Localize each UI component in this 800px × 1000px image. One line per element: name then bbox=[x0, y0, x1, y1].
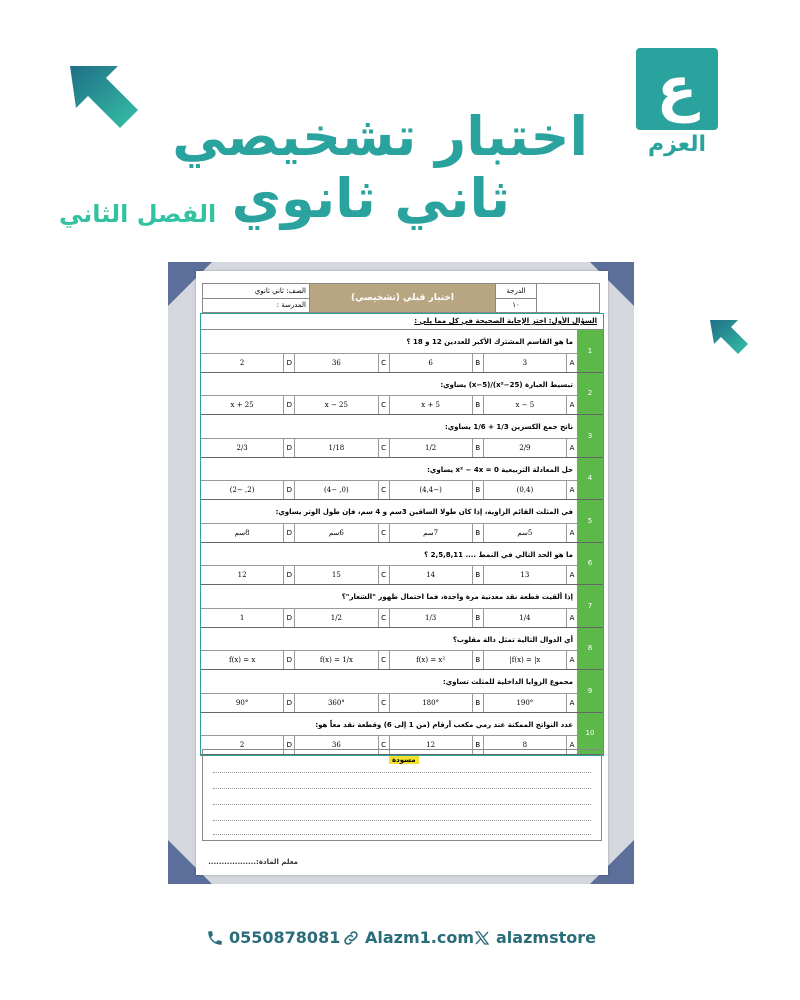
option-letter-d: D bbox=[283, 694, 294, 712]
question-row bbox=[201, 330, 603, 373]
question-intro: السؤال الأول: اختر الإجابة الصحيحة في كل مما يلي : bbox=[201, 314, 603, 330]
question-text: في المثلث القائم الزاوية، إذا كان طولا الساقين 3سم و 4 سم، فإن طول الوتر يساوي: bbox=[275, 508, 573, 516]
option-a[interactable]: 5سم bbox=[483, 524, 566, 542]
option-letter-b: B bbox=[472, 439, 483, 457]
question-number: 9 bbox=[577, 670, 603, 712]
option-letter-c: C bbox=[378, 481, 389, 499]
option-c[interactable]: 1/18 bbox=[294, 439, 377, 457]
option-letter-c: C bbox=[378, 396, 389, 414]
option-c[interactable]: f(x) = 1/x bbox=[294, 651, 377, 669]
question-text: عدد النواتج الممكنة عند رمي مكعب أرقام (من 1 إلى 6) وقطعة نقد معاً هو: bbox=[315, 720, 573, 729]
phone-contact[interactable] bbox=[206, 928, 340, 947]
option-letter-a: A bbox=[566, 354, 577, 372]
option-letter-b: B bbox=[472, 566, 483, 584]
option-a[interactable]: f(x) = |x| bbox=[483, 651, 566, 669]
option-letter-d: D bbox=[283, 736, 294, 754]
option-b[interactable]: 1/2 bbox=[389, 439, 472, 457]
exam-header-table bbox=[202, 283, 600, 313]
question-number: 8 bbox=[577, 628, 603, 670]
options-row bbox=[201, 565, 577, 584]
main-title-line1: اختبار تشخيصي bbox=[172, 105, 588, 168]
option-a[interactable]: 2/9 bbox=[483, 439, 566, 457]
option-letter-d: D bbox=[283, 396, 294, 414]
option-letter-c: C bbox=[378, 609, 389, 627]
website-url: Alazm1.com bbox=[365, 928, 475, 947]
option-letter-a: A bbox=[566, 566, 577, 584]
teacher-label: معلم المادة:.................. bbox=[208, 858, 298, 866]
question-text: حل المعادلة التربيعية x² − 4x = 0 يساوي: bbox=[427, 465, 573, 474]
option-letter-d: D bbox=[283, 354, 294, 372]
writing-line bbox=[213, 820, 591, 821]
question-row bbox=[201, 415, 603, 458]
option-b[interactable]: f(x) = x² bbox=[389, 651, 472, 669]
x-account-link[interactable] bbox=[474, 928, 596, 947]
draft-area bbox=[202, 749, 602, 841]
writing-line bbox=[213, 772, 591, 773]
option-c[interactable]: (0, −4) bbox=[294, 481, 377, 499]
option-d[interactable]: x + 25 bbox=[230, 401, 254, 409]
option-letter-a: A bbox=[566, 651, 577, 669]
question-number: 3 bbox=[577, 415, 603, 457]
grade-cell: الصف: ثاني ثانوي bbox=[203, 284, 310, 299]
question-row bbox=[201, 373, 603, 416]
option-letter-b: B bbox=[472, 524, 483, 542]
option-letter-c: C bbox=[378, 439, 389, 457]
writing-line bbox=[213, 788, 591, 789]
logo-name: العزم bbox=[647, 132, 707, 157]
option-a[interactable]: 190° bbox=[483, 694, 566, 712]
option-letter-a: A bbox=[566, 524, 577, 542]
question-text: ما هو الحد التالي في النمط .... 2,5,8,11 ؟ bbox=[424, 550, 573, 559]
draft-label: مسودة bbox=[389, 756, 419, 764]
option-letter-b: B bbox=[472, 609, 483, 627]
option-letter-b: B bbox=[472, 481, 483, 499]
exam-paper bbox=[196, 271, 608, 875]
option-letter-c: C bbox=[378, 651, 389, 669]
option-letter-d: D bbox=[283, 651, 294, 669]
question-row bbox=[201, 670, 603, 713]
x-handle: alazmstore bbox=[496, 928, 596, 947]
question-text: ما هو القاسم المشترك الأكبر للعددين 12 و 18 ؟ bbox=[406, 338, 573, 346]
option-letter-a: A bbox=[566, 736, 577, 754]
option-letter-a: A bbox=[566, 609, 577, 627]
question-text: مجموع الزوايا الداخلية للمثلث تساوي: bbox=[442, 678, 573, 686]
score-label: الدرجة bbox=[496, 284, 537, 299]
option-b[interactable]: 180° bbox=[389, 694, 472, 712]
option-letter-c: C bbox=[378, 524, 389, 542]
question-number: 2 bbox=[577, 373, 603, 415]
options-row bbox=[201, 523, 577, 542]
options-row bbox=[201, 395, 577, 414]
options-row bbox=[201, 438, 577, 457]
questions-box bbox=[200, 313, 604, 756]
option-d[interactable]: 12 bbox=[237, 571, 247, 579]
option-letter-a: A bbox=[566, 481, 577, 499]
question-number: 4 bbox=[577, 458, 603, 500]
phone-icon bbox=[206, 929, 224, 947]
link-icon bbox=[342, 929, 360, 947]
option-d[interactable]: 90° bbox=[235, 698, 249, 707]
footer bbox=[0, 928, 800, 958]
option-letter-d: D bbox=[283, 524, 294, 542]
option-c[interactable]: 360° bbox=[294, 694, 377, 712]
logo-mark bbox=[636, 48, 718, 130]
question-number: 7 bbox=[577, 585, 603, 627]
question-row bbox=[201, 458, 603, 501]
question-text: أي الدوال التالية تمثل دالة مقلوب؟ bbox=[452, 635, 573, 644]
option-letter-a: A bbox=[566, 439, 577, 457]
option-b[interactable]: 12 bbox=[389, 736, 472, 754]
option-letter-c: C bbox=[378, 566, 389, 584]
option-letter-b: B bbox=[472, 396, 483, 414]
option-a[interactable]: x − 5 bbox=[483, 396, 566, 414]
option-c[interactable]: 36 bbox=[294, 736, 377, 754]
question-number: 10 bbox=[577, 713, 603, 755]
option-c[interactable]: 1/2 bbox=[294, 609, 377, 627]
option-letter-d: D bbox=[283, 609, 294, 627]
options-row bbox=[201, 353, 577, 372]
option-b[interactable]: 14 bbox=[389, 566, 472, 584]
option-letter-c: C bbox=[378, 736, 389, 754]
option-d[interactable]: f(x) = x bbox=[229, 656, 256, 664]
website-link[interactable] bbox=[342, 928, 474, 947]
option-b[interactable]: 7سم bbox=[389, 524, 472, 542]
question-number: 1 bbox=[577, 330, 603, 372]
brand-logo bbox=[636, 48, 718, 164]
semester-label: الفصل الثاني bbox=[59, 200, 217, 228]
phone-number: 0550878081 bbox=[229, 928, 341, 947]
question-text: إذا ألقيت قطعة نقد معدنية مرة واحدة، فما احتمال ظهور "الشعار"؟ bbox=[341, 593, 573, 601]
option-a[interactable]: (0,4) bbox=[483, 481, 566, 499]
option-letter-d: D bbox=[283, 439, 294, 457]
option-d[interactable]: 2 bbox=[239, 741, 245, 749]
option-b[interactable]: 1/3 bbox=[389, 609, 472, 627]
question-row bbox=[201, 543, 603, 586]
option-d[interactable]: 2 bbox=[239, 358, 245, 367]
option-c[interactable]: 15 bbox=[294, 566, 377, 584]
option-letter-a: A bbox=[566, 694, 577, 712]
x-logo-icon bbox=[474, 930, 490, 946]
option-b[interactable]: x + 5 bbox=[389, 396, 472, 414]
options-row bbox=[201, 650, 577, 669]
logo-glyph: ع bbox=[656, 54, 698, 124]
option-letter-b: B bbox=[472, 694, 483, 712]
option-c[interactable]: 36 bbox=[294, 354, 377, 372]
option-letter-b: B bbox=[472, 736, 483, 754]
option-letter-b: B bbox=[472, 354, 483, 372]
question-text: ناتج جمع الكسرين 1/3 + 1/6 يساوي: bbox=[444, 423, 573, 431]
question-text: تبسيط العبارة (x²−25)/(x−5) يساوي: bbox=[440, 380, 573, 389]
option-a[interactable]: 3 bbox=[483, 354, 566, 372]
option-letter-b: B bbox=[472, 651, 483, 669]
option-c[interactable]: 6سم bbox=[294, 524, 377, 542]
question-row bbox=[201, 628, 603, 671]
option-d[interactable]: 1 bbox=[239, 613, 245, 622]
options-row bbox=[201, 693, 577, 712]
option-d[interactable]: 2/3 bbox=[236, 443, 248, 452]
option-letter-d: D bbox=[283, 566, 294, 584]
option-d[interactable]: 8سم bbox=[234, 528, 250, 537]
options-row bbox=[201, 608, 577, 627]
option-d[interactable]: (2, −2) bbox=[229, 486, 255, 494]
question-number: 5 bbox=[577, 500, 603, 542]
main-title-line2: ثاني ثانوي bbox=[231, 167, 510, 230]
option-letter-c: C bbox=[378, 694, 389, 712]
option-a[interactable]: 1/4 bbox=[483, 609, 566, 627]
question-number: 6 bbox=[577, 543, 603, 585]
option-letter-a: A bbox=[566, 396, 577, 414]
option-a[interactable]: 13 bbox=[483, 566, 566, 584]
option-letter-c: C bbox=[378, 354, 389, 372]
score-value: ١٠ bbox=[496, 298, 537, 313]
options-row bbox=[201, 480, 577, 499]
writing-line bbox=[213, 834, 591, 835]
option-a[interactable]: 8 bbox=[483, 736, 566, 754]
option-c[interactable]: x − 25 bbox=[294, 396, 377, 414]
writing-line bbox=[213, 804, 591, 805]
exam-title: اختبار قبلي (تشخيصي) bbox=[310, 284, 496, 313]
question-row bbox=[201, 500, 603, 543]
question-row bbox=[201, 585, 603, 628]
arrow-up-left-icon bbox=[708, 318, 750, 358]
option-b[interactable]: (−4,4) bbox=[389, 481, 472, 499]
arrow-up-left-icon bbox=[68, 64, 140, 130]
option-letter-d: D bbox=[283, 481, 294, 499]
school-cell: المدرسة : bbox=[203, 298, 310, 313]
option-b[interactable]: 6 bbox=[389, 354, 472, 372]
